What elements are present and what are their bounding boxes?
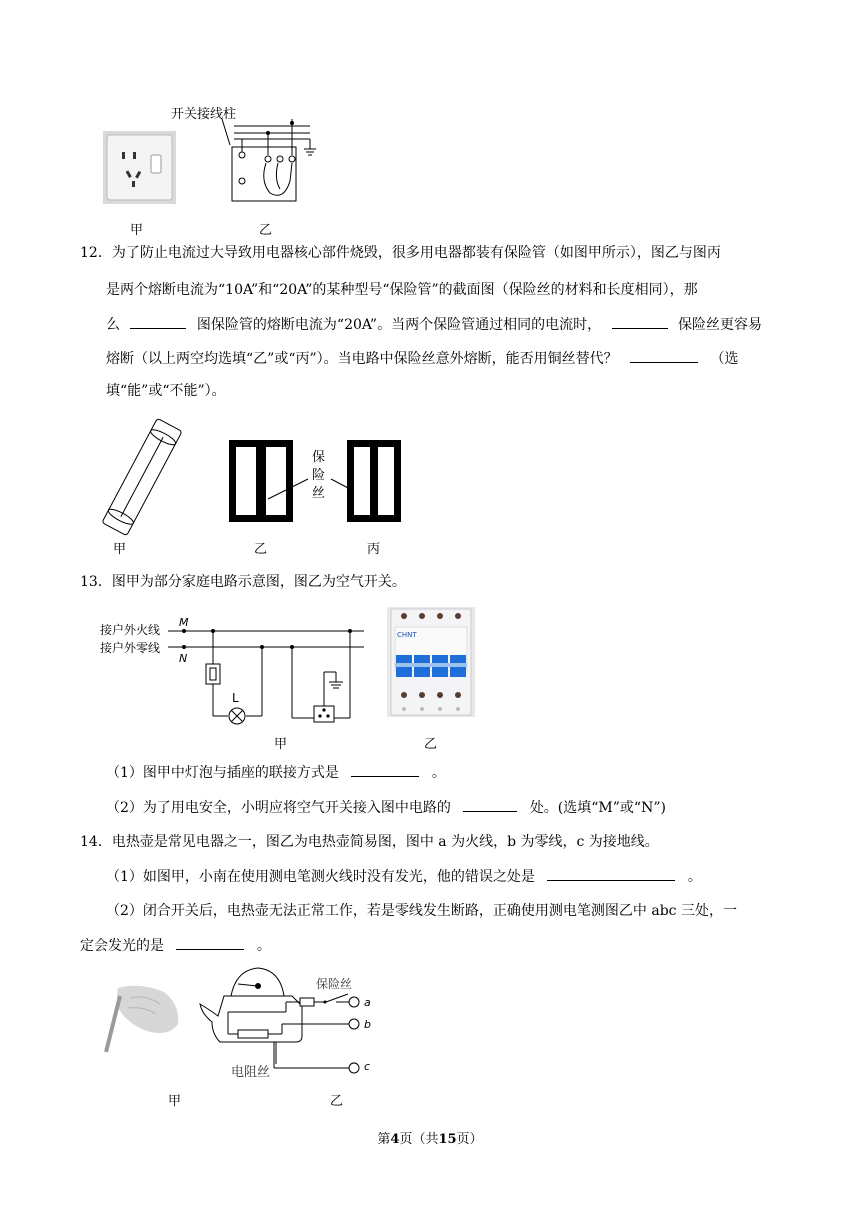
socket-caption-jia: 甲 <box>130 223 144 238</box>
kettle-caption-jia: 甲 <box>168 1094 182 1109</box>
q12-line-5: 填“能”或“不能”）。 <box>106 383 226 399</box>
q13-line-1: 13．图甲为部分家庭电路示意图，图乙为空气开关。 <box>80 574 406 590</box>
socket-wiring-diagram <box>200 115 325 210</box>
air-switch-photo <box>387 607 475 717</box>
q14-sub-2: （2）闭合开关后，电热壶无法正常工作，若是零线发生断路，正确使用测电笔测图乙中 abc 三处，一 <box>106 903 737 919</box>
socket-label-terminal: 开关接线柱 <box>171 107 237 122</box>
terminal-b: b <box>364 1018 371 1031</box>
breaker-brand: CHNT <box>397 631 417 639</box>
circuit-caption-yi: 乙 <box>424 737 438 752</box>
point-M: M <box>179 616 189 629</box>
q12-blank-3[interactable] <box>630 348 698 363</box>
kettle-resistor-label: 电阻丝 <box>231 1065 271 1080</box>
q13-number: 13． <box>80 574 112 590</box>
q14-line-1: 14．电热壶是常见电器之一，图乙为电热壶简易图，图中 a 为火线，b 为零线，c 为接地线。 <box>80 834 659 850</box>
q12-line-3: 么 图保险管的熔断电流为“20A”。当两个保险管通过相同的电流时， 保险丝更容易 <box>106 314 762 335</box>
q14-blank-2[interactable] <box>176 935 244 950</box>
q12-number: 12． <box>80 245 112 261</box>
kettle-fuse-label: 保险丝 <box>316 977 353 991</box>
q12-line-1: 12．为了防止电流过大导致用电器核心部件烧毁，很多用电器都装有保险管（如图甲所示），图乙与图丙 <box>80 245 721 261</box>
fuse-section-bing <box>347 440 401 522</box>
fuse-wire-label-2: 险 <box>312 468 326 483</box>
kettle-caption-yi: 乙 <box>330 1094 344 1109</box>
page-footer: 第4页（共15页） <box>377 1132 483 1147</box>
fuse-wire-label-1: 保 <box>312 450 326 465</box>
q12-blank-2[interactable] <box>612 314 668 329</box>
q13-sub-2: （2）为了用电安全，小明应将空气开关接入图中电路的 处。(选填“M”或“N”) <box>106 797 666 818</box>
circuit-caption-jia: 甲 <box>274 737 288 752</box>
fuse-wire-label-3: 丝 <box>312 486 326 501</box>
neutral-wire-label: 接户外零线 <box>100 641 161 655</box>
household-circuit-diagram <box>100 612 372 732</box>
fuse-tube-drawing <box>100 418 185 536</box>
kettle-terminal-c: c <box>364 1060 371 1073</box>
q12-blank-1[interactable] <box>130 314 186 329</box>
socket-caption-yi: 乙 <box>259 223 273 238</box>
fuse-caption-bing: 丙 <box>367 542 381 557</box>
terminal-c-node <box>348 1061 378 1075</box>
q13-sub-1: （1）图甲中灯泡与插座的联接方式是 。 <box>106 762 446 783</box>
point-N: N <box>179 652 188 665</box>
socket-photo <box>103 131 176 204</box>
q13-blank-1[interactable] <box>351 762 419 777</box>
terminal-a: a <box>364 996 371 1009</box>
q14-sub-3: 定会发光的是 。 <box>80 935 271 956</box>
total-pages: 15 <box>438 1132 457 1147</box>
lamp-label-L: L <box>232 691 239 705</box>
q14-number: 14． <box>80 834 112 850</box>
fuse-caption-jia: 甲 <box>113 542 127 557</box>
q12-line-4: 熔断（以上两空均选填“乙”或“丙”）。当电路中保险丝意外熔断，能否用铜丝替代？ （选 <box>106 348 739 369</box>
q12-line-2: 是两个熔断电流为“10A”和“20A”的某种型号“保险管”的截面图（保险丝的材料和长度相同），那 <box>106 282 698 298</box>
q13-blank-2[interactable] <box>463 797 517 812</box>
q14-sub-1: （1）如图甲，小南在使用测电笔测火线时没有发光，他的错误之处是 。 <box>106 866 702 887</box>
q14-blank-1[interactable] <box>547 866 675 881</box>
current-page: 4 <box>390 1132 400 1147</box>
test-pen-hand-photo <box>100 978 182 1054</box>
live-wire-label: 接户外火线 <box>100 623 161 637</box>
fuse-caption-yi: 乙 <box>254 542 268 557</box>
